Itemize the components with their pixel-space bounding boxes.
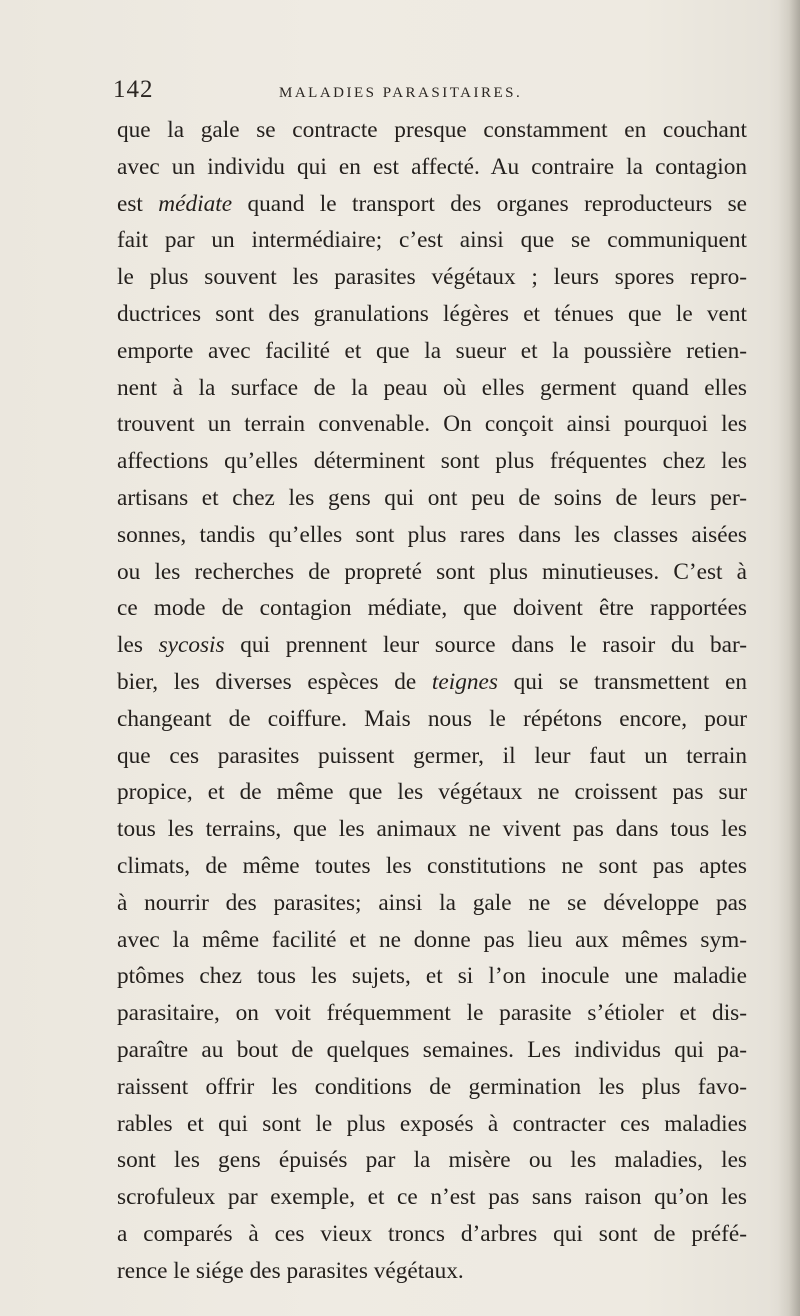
text-segment: tous les terrains, que les animaux ne vivent pas dans tous les <box>117 816 747 843</box>
text-segment: ptômes chez tous les sujets, et si l’on inocule une maladie <box>117 963 747 990</box>
text-line <box>117 186 747 223</box>
text-line <box>117 554 747 591</box>
text-segment: nent à la surface de la peau où elles germent quand elles <box>117 374 747 401</box>
text-segment: rables et qui sont le plus exposés à contracter ces maladies <box>117 1110 747 1137</box>
text-segment: emporte avec facilité et que la sueur et la poussière retien- <box>117 337 747 364</box>
text-segment: climats, de même toutes les constitutions ne sont pas aptes <box>117 852 747 879</box>
text-line <box>117 480 747 517</box>
text-segment: sont les gens épuisés par la misère ou les maladies, les <box>117 1147 747 1174</box>
text-line <box>117 259 747 296</box>
text-segment: qui prennent leur source dans le rasoir du bar- <box>224 632 747 659</box>
text-segment: affections qu’elles déterminent sont plus fréquentes chez les <box>117 448 747 475</box>
text-line <box>117 1216 747 1253</box>
text-segment: fait par un intermédiaire; c’est ainsi que se communiquent <box>117 227 747 254</box>
text-line <box>117 738 747 775</box>
page-edge-shadow <box>778 0 800 1316</box>
text-segment: rence le siége des parasites végétaux. <box>117 1257 464 1284</box>
text-segment: sonnes, tandis qu’elles sont plus rares dans les classes aisées <box>117 521 747 548</box>
text-line <box>117 517 747 554</box>
text-line <box>117 112 747 149</box>
text-segment: paraître au bout de quelques semaines. Les individus qui pa- <box>117 1036 747 1063</box>
text-line <box>117 406 747 443</box>
text-line <box>117 1106 747 1143</box>
text-segment: que la gale se contracte presque constamment en couchant <box>117 117 747 143</box>
text-line <box>117 701 747 738</box>
text-line <box>117 885 747 922</box>
text-line <box>117 296 747 333</box>
text-segment: trouvent un terrain convenable. On conçoit ainsi pourquoi les <box>117 411 747 438</box>
running-head: MALADIES PARASITAIRES. <box>279 85 523 101</box>
text-segment: a comparés à ces vieux troncs d’arbres qui sont de préfé- <box>117 1220 747 1247</box>
text-line <box>117 848 747 885</box>
text-line <box>117 995 747 1032</box>
text-segment: ductrices sont des granulations légères et ténues que le vent <box>117 300 747 327</box>
text-segment: à nourrir des parasites; ainsi la gale ne se développe pas <box>117 889 747 916</box>
text-segment: avec un individu qui en est affecté. Au contraire la contagion <box>117 153 747 180</box>
text-segment: artisans et chez les gens qui ont peu de soins de leurs per- <box>117 484 747 511</box>
text-segment: propice, et de même que les végétaux ne croissent pas sur <box>117 779 747 806</box>
text-segment: les <box>117 632 159 659</box>
text-segment: bier, les diverses espèces de <box>117 668 432 695</box>
italic-term: teignes <box>431 668 498 695</box>
text-segment: le plus souvent les parasites végétaux ; leurs spores repro- <box>117 264 747 291</box>
body-text <box>117 112 747 1290</box>
text-segment: ce mode de contagion médiate, que doivent être rapportées <box>117 595 747 622</box>
text-line <box>117 370 747 407</box>
text-line <box>117 1253 747 1290</box>
text-segment: qui se transmettent en <box>497 668 747 695</box>
text-line <box>117 922 747 959</box>
text-line <box>117 333 747 370</box>
text-line <box>117 774 747 811</box>
text-line <box>117 222 747 259</box>
text-segment: que ces parasites puissent germer, il leur faut un terrain <box>117 742 747 769</box>
text-segment: avec la même facilité et ne donne pas lieu aux mêmes sym- <box>117 926 747 953</box>
text-line <box>117 958 747 995</box>
text-line <box>117 1032 747 1069</box>
text-segment: raissent offrir les conditions de germination les plus favo- <box>117 1073 747 1100</box>
italic-term: médiate <box>158 190 233 217</box>
text-line <box>117 590 747 627</box>
text-line <box>117 1142 747 1179</box>
text-line <box>117 627 747 664</box>
text-line <box>117 443 747 480</box>
page-number: 142 <box>113 76 154 103</box>
text-segment: parasitaire, on voit fréquemment le parasite s’étioler et dis- <box>117 1000 747 1027</box>
text-segment: est <box>117 190 159 217</box>
text-line <box>117 1069 747 1106</box>
text-line <box>117 1179 747 1216</box>
text-segment: changeant de coiffure. Mais nous le répétons encore, pour <box>117 705 747 732</box>
text-line <box>117 811 747 848</box>
text-segment: scrofuleux par exemple, et ce n’est pas sans raison qu’on les <box>117 1184 747 1211</box>
text-segment: ou les recherches de propreté sont plus minutieuses. C’est à <box>117 558 747 585</box>
page-header <box>113 76 733 106</box>
italic-term: sycosis <box>158 632 225 659</box>
text-line <box>117 664 747 701</box>
text-line <box>117 149 747 186</box>
text-segment: quand le transport des organes reproducteurs se <box>232 190 747 217</box>
